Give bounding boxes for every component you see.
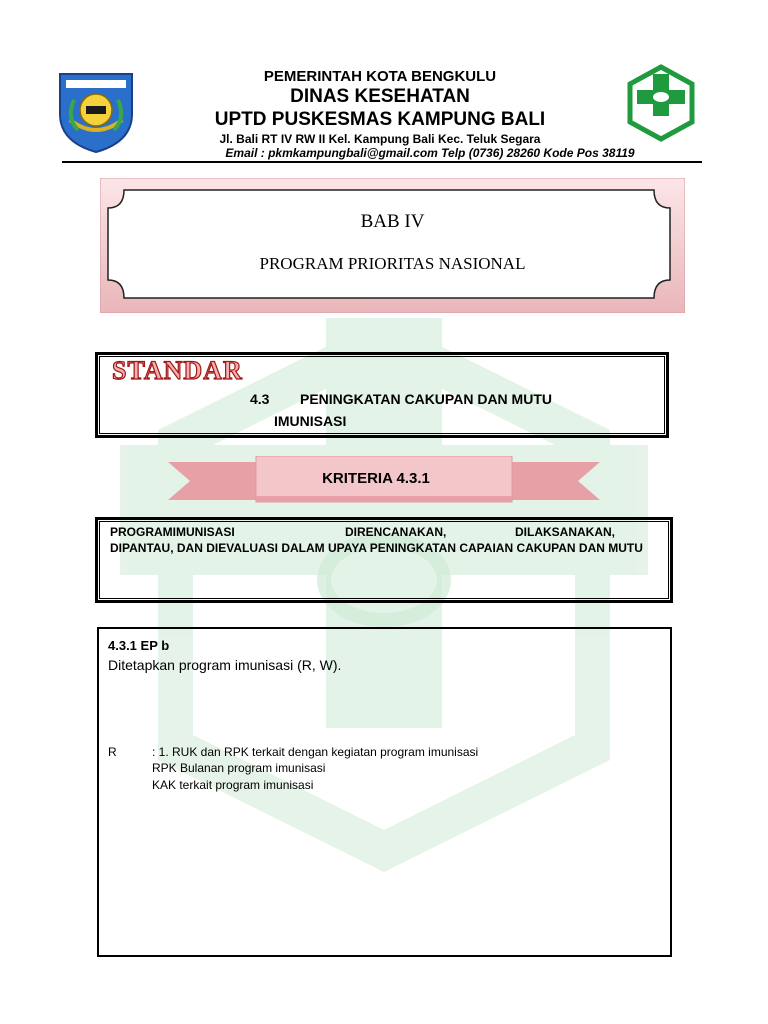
chapter-number: BAB IV (360, 211, 425, 232)
program-line1-a: PROGRAMIMUNISASI (110, 525, 235, 539)
standard-label: STANDAR (112, 356, 243, 385)
government-name: PEMERINTAH KOTA BENGKULU (263, 68, 497, 85)
institution-name: UPTD PUSKESMAS KAMPUNG BALI (214, 109, 546, 130)
puskesmas-logo-icon (626, 64, 696, 142)
chapter-frame (100, 178, 685, 313)
ep-description: Ditetapkan program imunisasi (R, W). (108, 657, 342, 673)
program-line2: DIPANTAU, DAN DIEVALUASI DALAM UPAYA PENINGKATAN CAPAIAN CAKUPAN DAN MUTU (110, 541, 643, 555)
program-line1-c: DILAKSANAKAN, (515, 525, 615, 539)
kota-bengkulu-seal-icon (56, 70, 136, 154)
header-divider (62, 161, 702, 163)
program-line1-b: DIRENCANAKAN, (345, 525, 447, 539)
ep-box (97, 627, 672, 957)
department-name: DINAS KESEHATAN (290, 86, 470, 107)
ep-r-item: RPK Bulanan program imunisasi (152, 761, 326, 775)
contact-line: Email : pkmkampungbali@gmail.com Telp (0736) 28260 Kode Pos 38119 (225, 146, 635, 160)
criteria-label: KRITERIA 4.3.1 (322, 470, 430, 487)
ep-r-item: : 1. RUK dan RPK terkait dengan kegiatan program imunisasi (152, 745, 479, 759)
standard-title-line2: IMUNISASI (274, 413, 347, 429)
ep-title: 4.3.1 EP b (108, 638, 170, 653)
standard-number: 4.3 (250, 391, 270, 407)
ep-r-label: R (108, 745, 117, 759)
ep-r-item: KAK terkait program imunisasi (152, 778, 314, 792)
address-line: Jl. Bali RT IV RW II Kel. Kampung Bali Kec. Teluk Segara (219, 132, 541, 146)
standard-title-line1: PENINGKATAN CAKUPAN DAN MUTU (300, 391, 552, 407)
chapter-title: PROGRAM PRIORITAS NASIONAL (259, 254, 526, 273)
